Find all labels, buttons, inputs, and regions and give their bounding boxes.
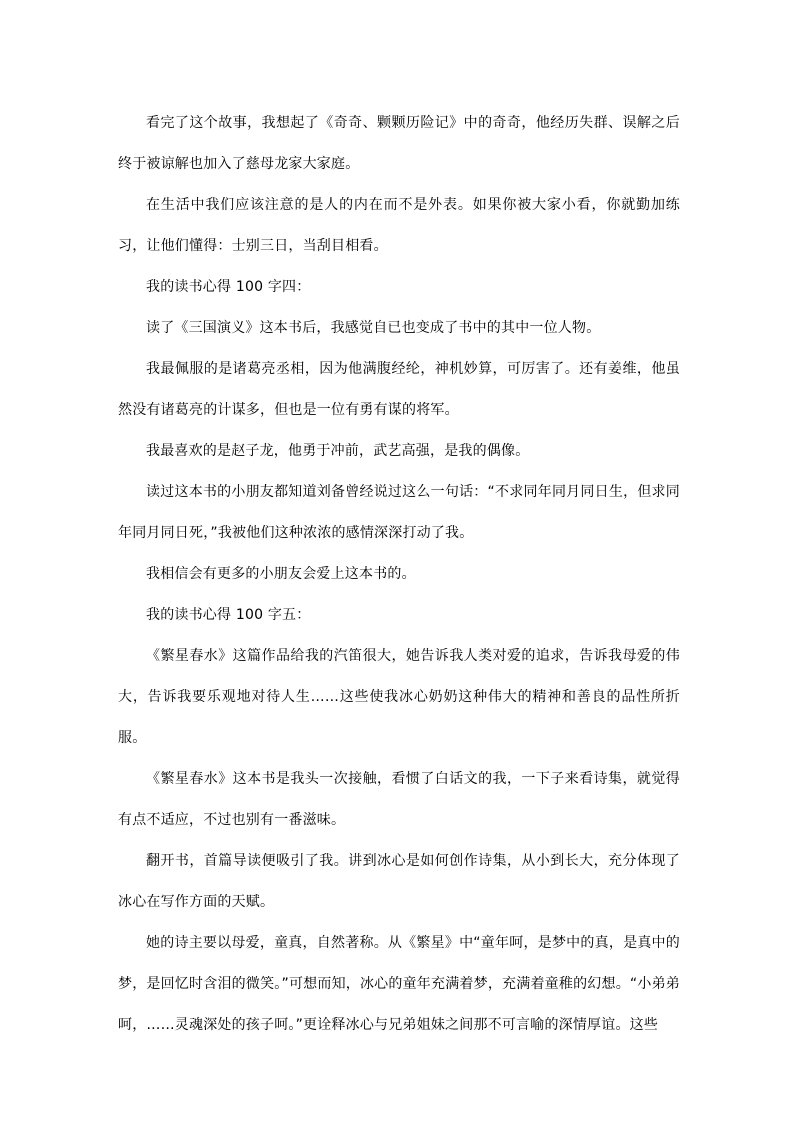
paragraph: 《繁星春水》这篇作品给我的汽笛很大，她告诉我人类对爱的追求，告诉我母爱的伟大，告诉我要乐观地对待人生……这些使我冰心奶奶这种伟大的精神和善良的品性所折服。 (118, 648, 680, 746)
paragraph: 我最喜欢的是赵子龙，他勇于冲前，武艺高强，是我的偶像。 (146, 443, 530, 459)
paragraph: 翻开书，首篇导读便吸引了我。讲到冰心是如何创作诗集，从小到长大，充分体现了冰心在写作方面的天赋。 (118, 853, 680, 910)
paragraph: 读了《三国演义》这本书后，我感觉自已也变成了书中的其中一位人物。 (146, 320, 601, 336)
section-heading: 我的读书心得 100 字五： (146, 607, 311, 623)
paragraph: 她的诗主要以母爱，童真，自然著称。从《繁星》中“童年呵，是梦中的真，是真中的梦，是回忆时含泪的微笑。”可想而知，冰心的童年充满着梦，充满着童稚的幻想。“小弟弟呵，……灵魂深处的孩子呵。”更诠释冰心与兄弟姐妹之间那不可言喻的深情厚谊。这些 (118, 935, 680, 1033)
paragraph: 读过这本书的小朋友都知道刘备曾经说过这么一句话：“不求同年同月同日生，但求同年同月同日死，”我被他们这种浓浓的感情深深打动了我。 (118, 484, 680, 541)
paragraph: 在生活中我们应该注意的是人的内在而不是外表。如果你被大家小看，你就勤加练习，让他们懂得：士别三日，当刮目相看。 (118, 197, 680, 254)
paragraph: 《繁星春水》这本书是我头一次接触，看惯了白话文的我，一下子来看诗集，就觉得有点不适应，不过也别有一番滋味。 (118, 771, 680, 828)
document-body (118, 103, 680, 1046)
paragraph: 看完了这个故事，我想起了《奇奇、颗颗历险记》中的奇奇，他经历失群、误解之后终于被谅解也加入了慈母龙家大家庭。 (118, 115, 680, 172)
paragraph: 我相信会有更多的小朋友会爱上这本书的。 (146, 566, 416, 582)
section-heading: 我的读书心得 100 字四： (146, 279, 311, 295)
paragraph: 我最佩服的是诸葛亮丞相，因为他满腹经纶，神机妙算，可厉害了。还有姜维，他虽然没有诸葛亮的计谋多，但也是一位有勇有谋的将军。 (118, 361, 680, 418)
